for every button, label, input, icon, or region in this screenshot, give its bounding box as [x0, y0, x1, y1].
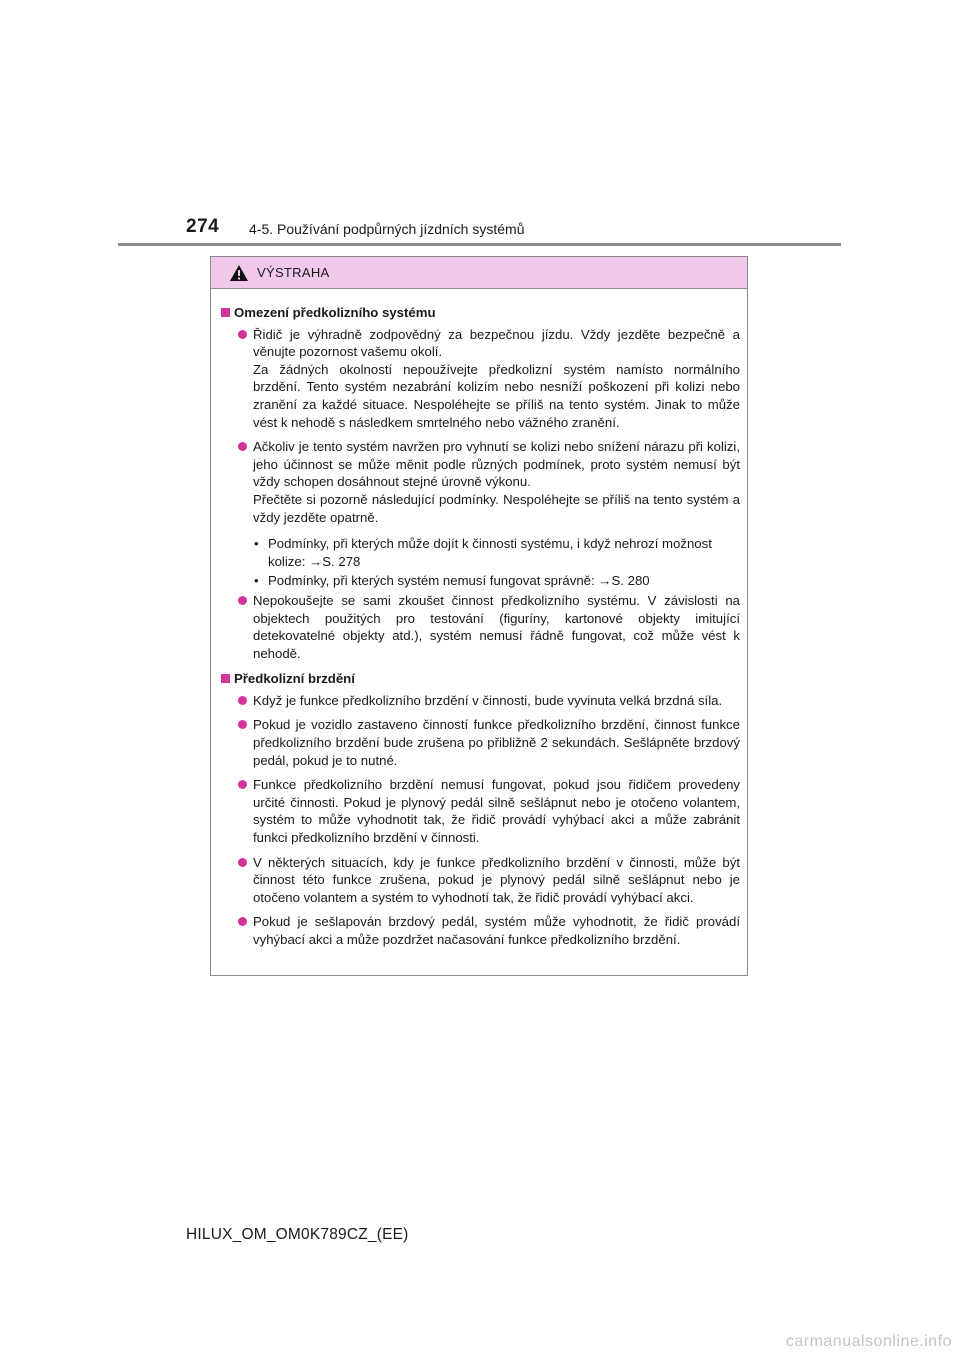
warning-content	[211, 289, 747, 949]
round-bullet-icon	[238, 596, 247, 605]
page-reference[interactable]: Podmínky, při kterých může dojít k činnosti systému, i když nehrozí možnost kolize: →S. 278	[268, 536, 712, 569]
sub-list-item: • Podmínky, při kterých systém nemusí fungovat správně: →S. 280	[221, 572, 740, 590]
list-item: Pokud je vozidlo zastaveno činností funkce předkolizního brzdění, činnost funkce předkolizního brzdění bude zrušena po přibližně 2 sekundách. Sešlápněte brzdový pedál, pokud je to nutné.	[221, 716, 740, 769]
round-bullet-icon	[238, 720, 247, 729]
warning-box	[210, 256, 748, 976]
list-item: Funkce předkolizního brzdění nemusí fungovat, pokud jsou řidičem provedeny určité činnosti. Pokud je plynový pedál silně sešlápnut nebo je otočeno volantem, systém to může vyhodnotit tak, že řidič provádí vyhýbací akci a může zabránit funkci předkolizního brzdění v činnosti.	[221, 776, 740, 846]
section-title: 4-5. Používání podpůrných jízdních systémů	[249, 221, 525, 237]
warning-title: VÝSTRAHA	[257, 265, 330, 280]
list-item: Nepokoušejte se sami zkoušet činnost předkolizního systému. V závislosti na objektech použitých pro testování (figuríny, kartonové objekty imitující detekovatelné objekty atd.), systém nemusí řádně fungovat, což může vést k nehodě.	[221, 592, 740, 662]
round-bullet-icon	[238, 858, 247, 867]
list-item: Ačkoliv je tento systém navržen pro vyhnutí se kolizi nebo snížení nárazu při kolizi, jeho účinnost se může měnit podle různých podmínek, proto systém nemusí být vždy schopen dosáhnout stejné úrovně výkonu. Přečtěte si pozorně následující podmínky. Nespoléhejte se příliš na tento systém a vždy jezděte opatrně.	[221, 438, 740, 526]
round-bullet-icon	[238, 917, 247, 926]
watermark: carmanualsonline.info	[785, 1333, 952, 1350]
round-bullet-icon	[238, 696, 247, 705]
round-bullet-icon	[238, 330, 247, 339]
list-item: Řidič je výhradně zodpovědný za bezpečnou jízdu. Vždy jezděte bezpečně a věnujte pozornost vašemu okolí. Za žádných okolností nepoužívejte předkolizní systém namísto normálního brzdění. Tento systém nezabrání kolizím nebo nesníží poškození při kolizi nebo zranění za každé situace. Nespoléhejte se příliš na tento systém. Jinak to může vést k nehodě s následkem smrtelného nebo vážného zranění.	[221, 326, 740, 432]
header-rule	[118, 243, 841, 246]
warning-header	[211, 257, 747, 289]
square-bullet-icon	[221, 308, 230, 317]
round-bullet-icon	[238, 442, 247, 451]
sub-list-item: • Podmínky, při kterých může dojít k činnosti systému, i když nehrozí možnost kolize: →S. 278	[221, 535, 740, 570]
round-bullet-icon	[238, 780, 247, 789]
list-item: Pokud je sešlapován brzdový pedál, systém může vyhodnotit, že řidič provádí vyhýbací akci a může pozdržet načasování funkce předkolizního brzdění.	[221, 913, 740, 948]
warning-triangle-icon	[229, 264, 249, 282]
section-heading: Omezení předkolizního systému	[221, 304, 740, 322]
list-item: V některých situacích, kdy je funkce předkolizního brzdění v činnosti, může být činnost této funkce zrušena, pokud je plynový pedál silně sešlápnut nebo je otočeno volantem a systém to vyhodnotí tak, že řidič provádí vyhýbací akci.	[221, 854, 740, 907]
section-heading: Předkolizní brzdění	[221, 670, 740, 688]
page-number: 274	[186, 216, 220, 237]
footer-document-code: HILUX_OM_OM0K789CZ_(EE)	[186, 1226, 409, 1243]
list-item: Když je funkce předkolizního brzdění v činnosti, bude vyvinuta velká brzdná síla.	[221, 692, 740, 710]
square-bullet-icon	[221, 674, 230, 683]
page-reference[interactable]: Podmínky, při kterých systém nemusí fungovat správně: →S. 280	[268, 573, 650, 589]
